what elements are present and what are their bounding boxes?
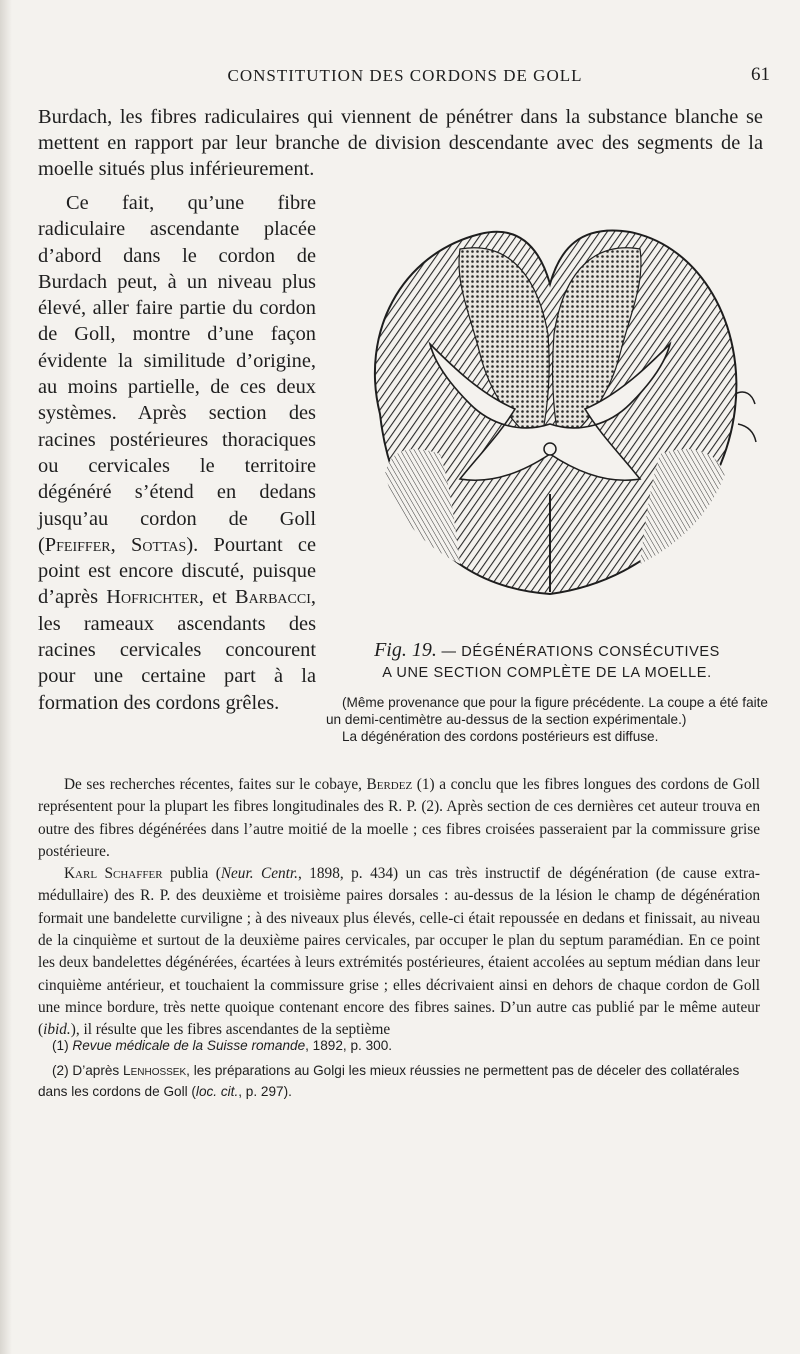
- central-canal: [544, 443, 556, 455]
- text-segment: publia (: [162, 865, 221, 883]
- running-head: CONSTITUTION DES CORDONS DE GOLL: [227, 66, 583, 85]
- ibid-reference: ibid.: [43, 1021, 71, 1039]
- text-segment: , et: [198, 586, 236, 609]
- caption-title-line2: A UNE SECTION COMPLÈTE DE LA MOELLE.: [382, 665, 712, 681]
- page-binding-shadow: [0, 0, 12, 1354]
- caption-notes: [322, 694, 772, 745]
- caption-note: La dégénération des cordons postérieurs est diffuse.: [342, 729, 659, 744]
- page-number: 61: [751, 64, 770, 85]
- caption-note: (Même provenance que pour la figure précédente. La coupe a été faite un demi-centimètre au-dessus de la section expérimentale.): [326, 695, 768, 727]
- figure-label: Fig. 19.: [374, 639, 437, 661]
- footnotes: [38, 1035, 760, 1106]
- figure-caption: [322, 640, 772, 745]
- journal-title: Neur. Centr.: [220, 865, 298, 883]
- paragraph-continuation: Burdach, les fibres radiculaires qui viennent de pénétrer dans la substance blanche se mettent en rapport par leur branche de division descendante avec des segments de la moelle situés plus inférieurement.: [38, 106, 763, 180]
- text-segment: (1) a conclu que les fibres longues des cordons de Goll représentent pour la plupart les fibres longitudinales des R. P. (2). Après section de ces dernières cet auteur trouva en outre des fibres dégénérées dans l’autre moitié de la moelle ; ces fibres croisées passeraient par la commissure grise postérieure.: [38, 776, 761, 860]
- paragraph-berdez: [38, 774, 760, 863]
- text-segment: , 1892, p. 300.: [305, 1038, 393, 1053]
- text-segment: (2) D’après: [52, 1063, 124, 1078]
- journal-title: Revue médicale de la Suisse romande: [72, 1038, 306, 1053]
- page-header: [40, 42, 770, 85]
- paragraph-schaffer: [38, 863, 760, 1041]
- text-segment: ). Pourtant ce point est encore discuté, puisque d’après: [38, 533, 316, 609]
- loc-cit-reference: loc. cit.: [195, 1084, 239, 1099]
- text-segment: , p. 297).: [238, 1084, 292, 1099]
- text-segment: Ce fait, qu’une fibre radiculaire ascendante placée d’abord dans le cordon de Burdach peut, à un niveau plus élevé, aller faire partie du cordon de Goll, montre d’une façon évidente la similitude d’origine, au moins partielle, de ces deux systèmes. Après section des racines postérieures thoraciques ou cervicales le territoire dégénéré s’étend en dedans jusqu’au cordon de Goll (: [38, 192, 316, 556]
- text-segment: , 1898, p. 434) un cas très instructif de dégénération (de cause extra-médullaire) des R. P. des deuxième et troisième paires dorsales : au-dessus de la lésion le champ de dégénération formait une bandelette curviligne ; à des niveaux plus élevés, celle-ci était repoussée en dedans et finissait, au niveau de la cinquième et surtout de la deuxième paires cervicales, par occuper le plan du septum paramédian. En ce point les deux bandelettes dégénérées, écartées à leurs extrémités postérieures, étaient accolées au septum médian dans leur cinquième antérieur, et touchaient la commissure grise ; elles décrivaient ainsi en dehors de chaque cordon de Goll une mince bordure, très nette quoique contenant encore des fibres saines. D’un autre cas publié par le même auteur (: [38, 865, 760, 1039]
- author-name: Pfeiffer: [44, 533, 111, 556]
- small-print-section: [38, 774, 760, 1042]
- footnote-marker: (1): [52, 1038, 73, 1053]
- caption-title: [322, 640, 772, 684]
- footnote-1: [38, 1035, 760, 1056]
- author-name: Barbacci: [235, 586, 311, 609]
- author-name: Berdez: [366, 776, 413, 793]
- author-name: Sottas: [131, 533, 187, 556]
- text-segment: De ses recherches récentes, faites sur le cobaye,: [64, 776, 367, 793]
- text-segment: ,: [110, 533, 131, 556]
- spinal-cord-illustration: [340, 194, 760, 634]
- caption-title-line1: — DÉGÉNÉRATIONS CONSÉCUTIVES: [441, 644, 720, 660]
- author-name: Lenhossek: [123, 1063, 187, 1078]
- author-name: Karl Schaffer: [64, 865, 163, 883]
- text-segment: ), il résulte que les fibres ascendantes de la septième: [70, 1021, 391, 1039]
- footnote-2: [38, 1060, 760, 1102]
- nerve-root: [735, 392, 756, 442]
- figure-spinal-cord-section: [340, 194, 760, 634]
- text-segment: , les préparations au Golgi les mieux réussies ne permettent pas de déceler des collatérales dans les cordons de Goll (: [38, 1063, 740, 1099]
- author-name: Hofrichter: [106, 586, 199, 609]
- paragraph-goll-burdach: [38, 190, 316, 716]
- text-segment: , les rameaux ascendants des racines cervicales concourent pour une certaine part à la formation des cordons grêles.: [38, 586, 316, 714]
